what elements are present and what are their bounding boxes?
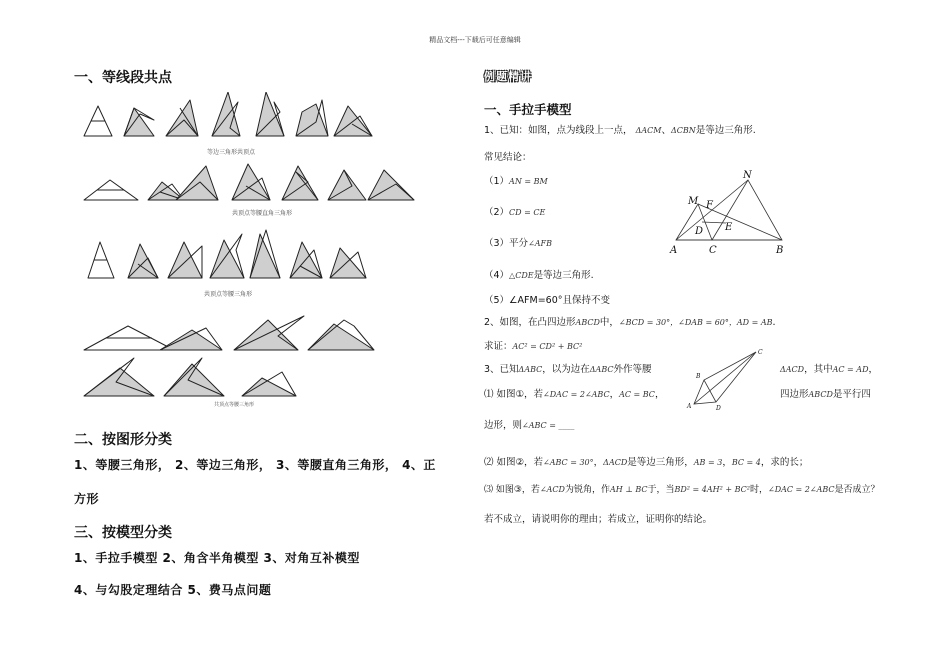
q2-math1: ABCD	[575, 318, 600, 327]
q3-3end: 是否成立？	[834, 485, 880, 495]
q2-math3: AC² = CD² + BC²	[512, 342, 583, 351]
fig-r4-7a	[242, 378, 296, 396]
q3-1sep: ，	[609, 389, 620, 400]
q3-1end: ，	[654, 389, 665, 400]
figure-row-right-isosceles	[82, 160, 422, 208]
q3-1a: ⑴ 如图①，若	[484, 389, 544, 400]
c1-math: AN = BM	[509, 177, 548, 186]
fig-r2-6a	[328, 170, 366, 200]
fig1-label-a: A	[670, 245, 678, 256]
fig-r1-5a	[256, 92, 284, 136]
fig1-label-b: B	[776, 245, 784, 256]
q1-tail: 是等边三角形.	[695, 125, 756, 136]
q3-2m3: AB = 3	[693, 458, 723, 467]
c2-math: CD = CE	[509, 208, 546, 217]
q3-math1: ΔABC	[518, 365, 543, 374]
fig2-diag-bd	[704, 380, 716, 402]
q3-2m4: BC = 4	[731, 458, 761, 467]
conclusion-5: （5）∠AFM=60°且保持不变	[484, 295, 611, 306]
q2-math2: ∠BCD = 30°，∠DAB = 60°，AD = AB	[618, 318, 773, 327]
q1-text: 1、已知：如图，点为线段上一点，	[484, 125, 633, 136]
q3-2end: ，求的长；	[760, 457, 809, 468]
fig-r4-6a	[164, 364, 224, 396]
conclusions-label: 常见结论：	[484, 152, 532, 163]
c3-text: 平分	[509, 238, 529, 249]
fig1-label-e: E	[725, 222, 733, 233]
q3-1r: 四边形	[780, 389, 809, 400]
fig-r1-4a	[212, 92, 240, 136]
q3-3m4: ∠DAC = 2∠ABC	[768, 485, 835, 494]
q2-line	[484, 316, 776, 330]
q3-3m3: BD² = 4AH² + BC²	[674, 485, 750, 494]
q3-line	[484, 363, 651, 377]
q3-last: 若不成立，请说明你的理由；若成立，证明你的结论。	[484, 514, 713, 525]
q2-mid: 中，	[599, 317, 619, 328]
fig2-label-b: B	[696, 373, 701, 380]
q3-3mid3: 时，	[749, 485, 768, 495]
q3-r-math: ΔACD	[780, 365, 805, 374]
q2-prove: 求证：	[484, 341, 513, 352]
fig2-label-c: C	[758, 349, 763, 356]
q3-2m2: ΔACD	[603, 458, 628, 467]
c4-text: 是等边三角形.	[533, 270, 594, 281]
c4-math: △CDE	[509, 271, 534, 280]
q3-2a: ⑵ 如图②，若	[484, 457, 544, 468]
q3-part3-line	[484, 483, 880, 497]
q3-right-line	[780, 363, 878, 377]
header-note: 精品文档---下载后可任意编辑	[429, 36, 521, 44]
fig1-label-d: D	[695, 226, 704, 237]
fig-r3-5a	[250, 234, 280, 278]
q3-1r-math: ABCD	[808, 390, 833, 399]
q3-part2-line	[484, 456, 808, 470]
section3-line1: 1、手拉手模型 2、角含半角模型 3、对角互补模型	[74, 551, 360, 565]
fig1-label-f: F	[706, 200, 713, 211]
figure-quadrilateral	[684, 344, 768, 414]
q3-tail: 外作等腰	[613, 364, 652, 375]
fig-r2-4a	[232, 164, 270, 200]
q2-end: .	[772, 317, 776, 328]
q3-3mid: 为锐角，作	[564, 485, 610, 495]
q3-3a: ⑶ 如图③，若	[484, 485, 540, 495]
fig2-diag-ac	[694, 352, 756, 404]
q1-sep: 、	[661, 125, 671, 136]
q3-part1-right	[780, 388, 871, 402]
q3-text: 3、已知	[484, 364, 519, 375]
fig-r4-4a	[308, 324, 374, 350]
caption-row4: 共顶点等腰三角形	[214, 402, 255, 408]
section3-title: 三、按模型分类	[74, 525, 172, 541]
figure-row-isosceles-2	[82, 314, 382, 404]
q3-1m2: AC = BC	[619, 390, 655, 399]
conclusion-2	[484, 206, 545, 220]
q3-2sep2: ，	[722, 457, 732, 468]
q2-prove-line	[484, 340, 582, 354]
caption-row2: 共顶点等腰直角三角形	[232, 210, 293, 217]
q3-1r-tail: 是平行四	[832, 389, 871, 400]
caption-row3: 共顶点等腰三角形	[204, 291, 253, 298]
fig-r4-2a	[160, 330, 222, 350]
fig1-triangle-cbn	[712, 180, 782, 240]
section3-line2: 4、与勾股定理结合 5、费马点问题	[74, 583, 272, 597]
conclusion-1	[484, 175, 548, 189]
fig2-label-a: A	[687, 403, 692, 410]
q3-r-end: ，	[868, 364, 879, 375]
q2-text: 2、如图，在凸四边形	[484, 317, 576, 328]
q3-1b: 边形，则	[484, 420, 523, 431]
c1-num: （1）	[484, 176, 510, 187]
figure-row-equilateral	[80, 92, 380, 144]
q3-2sep: ，	[593, 457, 604, 468]
section1-title: 一、等线段共点	[74, 70, 172, 86]
fig-r2-5a	[282, 166, 318, 200]
fig1-label-n: N	[743, 170, 752, 181]
example-tag: 例题精讲	[484, 70, 532, 83]
fig2-label-d: D	[716, 405, 721, 412]
c3-num: （3）	[484, 238, 510, 249]
q1-math1: ΔACM	[635, 126, 662, 135]
q3-3m1: ∠ACD	[539, 485, 565, 494]
caption-row1: 等边三角形共顶点	[207, 149, 256, 156]
q3-part1-line	[484, 388, 664, 402]
q3-r-math2: AC = AD	[832, 365, 869, 374]
figure-hand-in-hand	[664, 168, 798, 260]
c3-math: ∠AFB	[528, 239, 552, 248]
c4-num: （4）	[484, 270, 510, 281]
q3-part1-line2	[484, 419, 574, 433]
section2-title: 二、按图形分类	[74, 432, 172, 448]
conclusion-4	[484, 269, 594, 283]
section2-line2: 方形	[74, 492, 100, 506]
q3-3m2: AH ⊥ BC	[609, 485, 648, 494]
q3-math2: ΔABC	[589, 365, 614, 374]
q3-2mid: 是等边三角形，	[627, 457, 694, 468]
q3-r-mid: ，其中	[804, 364, 833, 375]
conclusion-3	[484, 237, 552, 251]
q1-math2: ΔCBN	[670, 126, 696, 135]
q3-2m1: ∠ABC = 30°	[543, 458, 594, 467]
fig1-label-m: M	[688, 196, 699, 207]
subtitle-hand-in-hand: 一、手拉手模型	[484, 102, 572, 117]
section2-line1: 1、等腰三角形， 2、等边三角形， 3、等腰直角三角形， 4、正	[74, 458, 436, 472]
q3-3mid2: 于，当	[647, 485, 675, 495]
figure-row-isosceles	[84, 228, 374, 286]
q3-mid: ，以为边在	[542, 364, 590, 375]
q3-1b-math: ∠ABC = ____	[522, 421, 575, 430]
q1-line	[484, 124, 756, 138]
q3-1m1: ∠DAC = 2∠ABC	[543, 390, 610, 399]
fig1-label-c: C	[709, 245, 717, 256]
c2-num: （2）	[484, 207, 510, 218]
